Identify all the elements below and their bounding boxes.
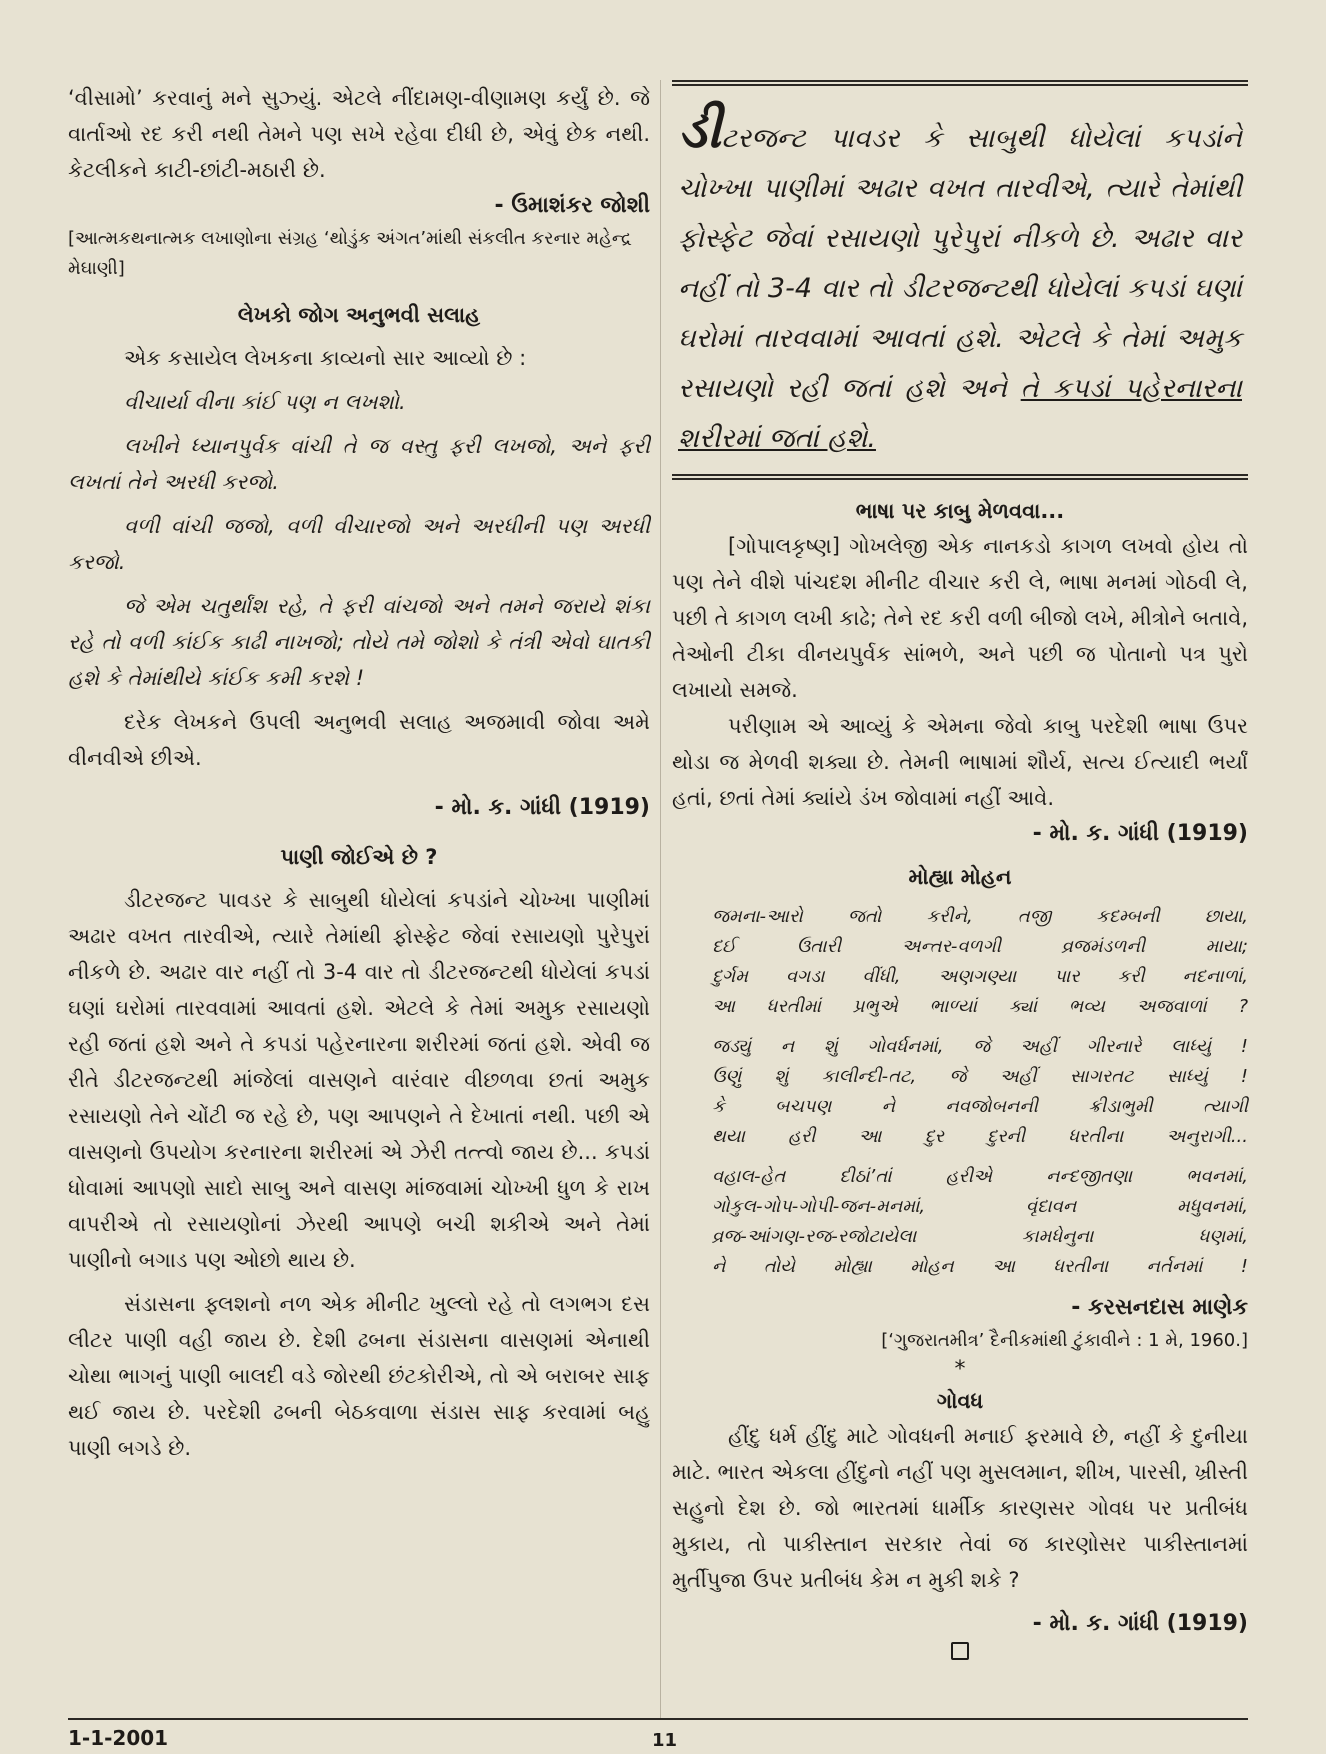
left-column	[68, 80, 650, 1466]
advice-line: જે એમ ચતુર્થાંશ રહે, તે ફરી વાંચજો અને તમને જરાયે શંકા રહે તો વળી કાંઈક કાઢી નાખજો; તોયે તમે જોશો કે તંત્રી એવો ઘાતકી હશે કે તેમાંથીયે કાંઈક કમી કરશે !	[68, 594, 650, 690]
language-heading: ભાષા પર કાબુ મેળવવા...	[855, 499, 1065, 523]
poem-line: કે બચપણ ને નવજોબનની ક્રીડાભુમી ત્યાગી	[712, 1096, 1248, 1117]
poem-stanza	[672, 902, 1248, 1022]
poem-line: દઈ ઉતારી અન્તર-વળગી વ્રજમંડળની માયા;	[712, 936, 1248, 957]
poem-line: વ્રજ-આંગણ-રજ-રજોટાયેલા કામધેનુના ધણમાં,	[712, 1226, 1248, 1247]
language-paragraph-1: [ગોપાલકૃષ્ણ] ગોખલેજી એક નાનકડો કાગળ લખવો હોય તો પણ તેને વીશે પાંચદશ મીનીટ વીચાર કરી લે, ભાષા મનમાં ગોઠવી લે, પછી તે કાગળ લખી કાઢે; તેને રદ કરી વળી બીજો લખે, મીત્રોને બતાવે, તેઓની ટીકા વીનયપુર્વક સાંભળે, અને પછી જ પોતાનો પત્ર પુરો લખાયો સમજે.	[672, 534, 1248, 702]
water-paragraph-1: ડીટરજન્ટ પાવડર કે સાબુથી ધોયેલાં કપડાંને ચોખ્ખા પાણીમાં અઢાર વખત તારવીએ, ત્યારે તેમાંથી ફોસ્ફેટ જેવાં રસાયણો પુરેપુરાં નીકળે છે. અઢાર વાર નહીં તો 3-4 વાર તો ડીટરજન્ટથી ધોયેલાં કપડાં ઘણાં ઘરોમાં તારવવામાં આવતાં હશે. એટલે કે તેમાં અમુક રસાયણો રહી જતાં હશે અને તે કપડાં પહેરનારના શરીરમાં જતાં હશે. એવી જ રીતે ડીટરજન્ટથી માંજેલાં વાસણને વારંવાર વીછળવા છતાં અમુક રસાયણો તેને ચોંટી જ રહે છે, પણ આપણને તે દેખાતાં નથી. પછી એ વાસણનો ઉપયોગ કરનારના શરીરમાં એ ઝેરી તત્ત્વો જાય છે... કપડાં ધોવામાં આપણો સાદો સાબુ અને વાસણ માંજવામાં ચોખ્ખી ધુળ કે રાખ વાપરીએ તો રસાયણોનાં ઝેરથી આપણે બચી શકીએ અને તેમાં પાણીનો બગાડ પણ ઓછો થાય છે.	[68, 888, 650, 1272]
footer-rule	[68, 1718, 1248, 1720]
highlight-box	[672, 80, 1248, 480]
poem-source: [‘ગુજરાતમીત્ર’ દૈનીકમાંથી ટુંકાવીને : 1 મે, 1960.]	[881, 1330, 1248, 1351]
end-box-icon	[951, 1642, 969, 1660]
cow-author: - મો. ક. ગાંધી (1919)	[1032, 1611, 1248, 1636]
section-separator: *	[954, 1357, 966, 1382]
poem-line: દુર્ગમ વગડા વીંધી, અણગણ્યા પાર કરી નદનાળાં,	[712, 966, 1248, 987]
poem-line: વહાલ-હેત દીઠાં’તાં હરીએ નન્દજીતણા ભવનમાં,	[712, 1166, 1248, 1187]
poem-line: જમના-આરો જતો કરીને, તજી કદમ્બની છાયા,	[712, 906, 1248, 927]
page-number: 11	[652, 1730, 678, 1751]
end-mark	[672, 1642, 1248, 1664]
cow-heading: ગોવધ	[936, 1389, 984, 1413]
intro-paragraph: ‘વીસામો’ કરવાનું મને સુઝ્યું. એટલે નીંદામણ-વીણામણ કર્યું છે. જે વાર્તાઓ રદ કરી નથી તેમને પણ સખે રહેવા દીધી છે, એવું છેક નથી. કેટલીકને કાટી-છાંટી-મઠારી છે.	[68, 86, 650, 182]
advice-line: લખીને ધ્યાનપુર્વક વાંચી તે જ વસ્તુ ફરી લખજો, અને ફરી લખતાં તેને અરધી કરજો.	[68, 434, 650, 494]
advice-author: - મો. ક. ગાંધી (1919)	[434, 795, 650, 820]
poem-stanza	[672, 1162, 1248, 1282]
language-paragraph-2: પરીણામ એ આવ્યું કે એમના જેવો કાબુ પરદેશી ભાષા ઉપર થોડા જ મેળવી શક્યા છે. તેમની ભાષામાં શૌર્ય, સત્ય ઈત્યાદી ભર્યાં હતાં, છતાં તેમાં ક્યાંયે ડંખ જોવામાં નહીં આવે.	[672, 714, 1248, 810]
intro-source: [આત્મકથનાત્મક લખાણોના સંગ્રહ ‘થોડુંક અંગત’માંથી સંકલીત કરનાર મહેન્દ્ર મેઘાણી]	[68, 228, 632, 279]
highlight-body: ટરજન્ટ પાવડર કે સાબુથી ધોયેલાં કપડાંને ચોખ્ખા પાણીમાં અઢાર વખત તારવીએ, ત્યારે તેમાંથી ફોસ્ફેટ જેવાં રસાયણો પુરેપુરાં નીકળે છે. અઢાર વાર નહીં તો 3-4 વાર તો ડીટરજન્ટથી ધોયેલાં કપડાં ઘણાં ઘરોમાં તારવવામાં આવતાં હશે. એટલે કે તેમાં અમુક રસાયણો રહી જતાં હશે અને	[678, 123, 1242, 404]
advice-heading: લેખકો જોગ અનુભવી સલાહ	[237, 303, 481, 327]
poem-line: ઉણું શું કાલીન્દી-તટ, જે અહીં સાગરતટ સાધ્યું !	[712, 1066, 1248, 1087]
poem-line: જડ્યું ન શું ગોવર્ધનમાં, જે અહીં ગીરનારે લાધ્યું !	[712, 1036, 1248, 1057]
right-column	[672, 80, 1248, 1664]
highlight-last-line: તે કપડાં પહેરનારના શરીરમાં જતાં હશે.	[678, 373, 1242, 454]
poem-heading: મોહ્યા મોહન	[908, 865, 1012, 889]
footer-date: 1-1-2001	[68, 1726, 169, 1750]
highlight-text	[678, 100, 1242, 464]
language-author: - મો. ક. ગાંધી (1919)	[1032, 821, 1248, 846]
poem-author: - કરસનદાસ માણેક	[1071, 1295, 1248, 1320]
poem-stanza	[672, 1032, 1248, 1152]
poem-line: ને તોયે મોહ્યા મોહન આ ધરતીના નર્તનમાં !	[712, 1256, 1248, 1277]
water-paragraph-2: સંડાસના ફ્લશનો નળ એક મીનીટ ખુલ્લો રહે તો લગભગ દસ લીટર પાણી વહી જાય છે. દેશી ઢબના સંડાસના વાસણમાં એનાથી ચોથા ભાગનું પાણી બાલદી વડે જોરથી છંટકોરીએ, તો એ બરાબર સાફ થઈ જાય છે. પરદેશી ઢબની બેઠકવાળા સંડાસ સાફ કરવામાં બહુ પાણી બગડે છે.	[68, 1292, 650, 1460]
advice-line: વળી વાંચી જજો, વળી વીચારજો અને અરધીની પણ અરધી કરજો.	[68, 514, 650, 574]
poem-line: ગોકુલ-ગોપ-ગોપી-જન-મનમાં, વૃંદાવન મધુવનમાં,	[712, 1196, 1248, 1217]
advice-closing: દરેક લેખકને ઉપલી અનુભવી સલાહ અજમાવી જોવા અમે વીનવીએ છીએ.	[68, 710, 650, 770]
column-divider	[660, 80, 661, 1720]
water-heading: પાણી જોઈએ છે ?	[280, 845, 438, 869]
poem-line: આ ધરતીમાં પ્રભુએ ભાળ્યાં ક્યાં ભવ્ય અજવાળાં ?	[712, 996, 1248, 1017]
drop-cap: ડી	[678, 100, 722, 160]
intro-author: - ઉમાશંકર જોશી	[494, 193, 650, 218]
advice-line: વીચાર્યા વીના કાંઈ પણ ન લખશો.	[124, 390, 406, 414]
cow-paragraph: હીંદુ ધર્મ હીંદુ માટે ગોવધની મનાઈ ફરમાવે છે, નહીં કે દુનીયા માટે. ભારત એકલા હીંદુનો નહીં પણ મુસલમાન, શીખ, પારસી, ખ્રીસ્તી સહુનો દેશ છે. જો ભારતમાં ધાર્મીક કારણસર ગોવધ પર પ્રતીબંધ મુકાય, તો પાકીસ્તાન સરકાર તેવાં જ કારણોસર પાકીસ્તાનમાં મુર્તીપુજા ઉપર પ્રતીબંધ કેમ ન મુકી શકે ?	[672, 1424, 1248, 1592]
advice-lead: એક કસાયેલ લેખકના કાવ્યનો સાર આવ્યો છે :	[124, 346, 527, 370]
poem-line: થયા હરી આ દુર દુરની ધરતીના અનુરાગી...	[712, 1126, 1248, 1147]
